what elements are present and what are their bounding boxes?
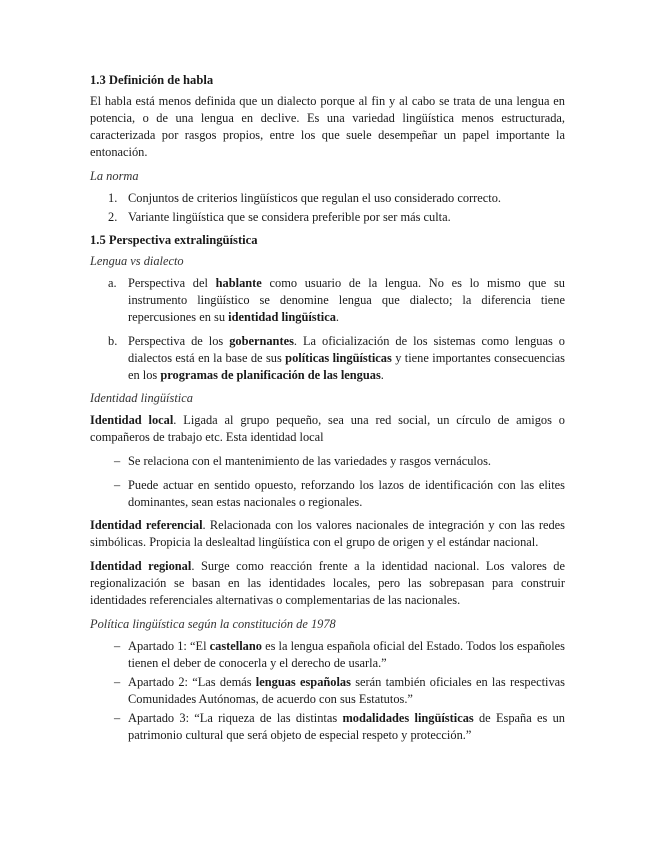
- dash-bullet: –: [114, 675, 121, 689]
- list-number: 2.: [108, 210, 118, 224]
- identidad-referencial-paragraph: [90, 517, 565, 551]
- list-item: [90, 453, 565, 470]
- subheading-la-norma: La norma: [90, 169, 139, 183]
- text-run: Apartado 1: “El: [128, 639, 210, 653]
- list-item: [90, 710, 565, 744]
- list-item: [90, 275, 565, 326]
- identidad-local-paragraph: [90, 412, 565, 446]
- identidad-local-bullets: [90, 453, 565, 511]
- text-run: . La oficialización de los sistemas como lenguas o dialectos está en la base de sus: [128, 334, 565, 365]
- section-heading-1-5: 1.5 Perspectiva extralingüística: [90, 233, 258, 247]
- text-run: Perspectiva de los: [128, 334, 230, 348]
- list-letter: b.: [108, 334, 118, 348]
- list-item: [90, 190, 565, 207]
- bold-term: políticas lingüísticas: [285, 351, 392, 365]
- list-item-text: Conjuntos de criterios lingüísticos que regulan el uso considerado correcto.: [128, 191, 502, 205]
- subheading-politica-linguistica: Política lingüística según la constitución de 1978: [90, 617, 336, 631]
- bold-term: hablante: [215, 276, 262, 290]
- text-run: es la lengua española oficial del Estado. Todos los españoles tienen el deber de conocerla y el derecho de usarla.”: [128, 639, 565, 670]
- bold-term: Identidad referencial: [90, 518, 203, 532]
- bold-term: lenguas españolas: [255, 675, 351, 689]
- list-item-text: Puede actuar en sentido opuesto, reforzando los lazos de identificación con las elites dominantes, sean estas nacionales o regionales.: [128, 478, 565, 509]
- text-run: Apartado 3: “La riqueza de las distintas: [128, 711, 343, 725]
- text-run: Apartado 2: “Las demás: [128, 675, 256, 689]
- text-run: Perspectiva del: [128, 276, 216, 290]
- bold-term: identidad lingüística: [228, 310, 336, 324]
- list-item-text: Se relaciona con el mantenimiento de las variedades y rasgos vernáculos.: [128, 454, 491, 468]
- list-number: 1.: [108, 191, 118, 205]
- apartados-list: [90, 638, 565, 744]
- section-heading-1-3: 1.3 Definición de habla: [90, 73, 214, 87]
- dash-bullet: –: [114, 711, 121, 725]
- perspectivas-list: [90, 275, 565, 384]
- text-run: y tiene importantes consecuencias en los: [128, 351, 565, 382]
- norma-list: [90, 190, 565, 226]
- dash-bullet: –: [114, 454, 121, 468]
- identidad-regional-paragraph: [90, 558, 565, 609]
- dash-bullet: –: [114, 639, 121, 653]
- text-run: .: [380, 368, 384, 382]
- list-item-text: Variante lingüística que se considera preferible por ser más culta.: [128, 210, 451, 224]
- text-run: . Relacionada con los valores nacionales de integración y con las redes simbólicas. Propicia la deslealtad lingüística con el grupo de origen y el estándar nacional.: [90, 518, 565, 549]
- list-item: [90, 477, 565, 511]
- list-item: [90, 333, 565, 384]
- bold-term: Identidad regional: [90, 559, 192, 573]
- subheading-lengua-vs-dialecto: Lengua vs dialecto: [90, 254, 184, 268]
- bold-term: castellano: [209, 639, 262, 653]
- bold-term: Identidad local: [90, 413, 174, 427]
- text-run: de España es un patrimonio cultural que será objeto de especial respeto y protección.”: [128, 711, 565, 742]
- list-item: [90, 209, 565, 226]
- bold-term: gobernantes: [229, 334, 294, 348]
- text-run: .: [335, 310, 339, 324]
- dash-bullet: –: [114, 478, 121, 492]
- text-run: . Surge como reacción frente a la identidad nacional. Los valores de regionalización se basan en las identidades locales, pero las sobrepasan para construir identidades referenciales alternativas o complementarias de las nacionales.: [90, 559, 565, 607]
- subheading-identidad-linguistica: Identidad lingüística: [90, 391, 193, 405]
- list-item: [90, 674, 565, 708]
- habla-definition-paragraph: El habla está menos definida que un dialecto porque al fin y al cabo se trata de una lengua en potencia, o de una lengua en declive. Es una variedad lingüística menos estructurada, caracterizada por rasgos propios, entre los que suele desempeñar un papel importante la entonación.: [90, 94, 565, 159]
- text-run: . Ligada al grupo pequeño, sea una red social, un círculo de amigos o compañeros de trabajo etc. Esta identidad local: [90, 413, 565, 444]
- list-letter: a.: [108, 276, 117, 290]
- text-run: serán también oficiales en las respectivas Comunidades Autónomas, de acuerdo con sus Estatutos.”: [128, 675, 565, 706]
- list-item: [90, 638, 565, 672]
- bold-term: programas de planificación de las lenguas: [160, 368, 381, 382]
- text-run: como usuario de la lengua. No es lo mismo que su instrumento lingüístico se denomine lengua que dialecto; la diferencia tiene repercusiones en su: [128, 276, 565, 324]
- bold-term: modalidades lingüísticas: [342, 711, 474, 725]
